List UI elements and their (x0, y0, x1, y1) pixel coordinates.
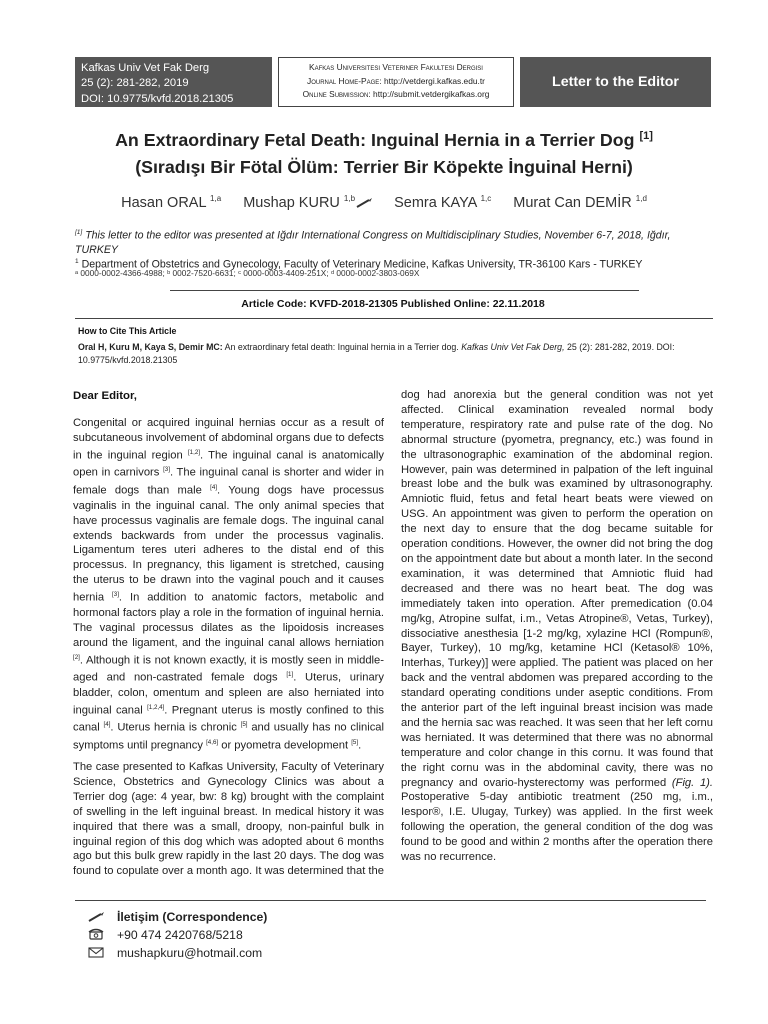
salutation: Dear Editor, (73, 390, 137, 402)
author-list (60, 194, 708, 211)
author: Mushap KURU $^{1,b}$ (243, 195, 372, 211)
divider (75, 900, 706, 901)
author: Murat Can DEMİR $^{1,d}$ (513, 194, 647, 211)
correspondence-email (88, 946, 262, 961)
home-page-line: Journal Home-Page: http://vetdergi.kafkas.edu.tr (307, 75, 485, 86)
section-label: Letter to the Editor (520, 57, 711, 107)
journal-citation-box (75, 57, 272, 107)
phone-icon (88, 928, 108, 943)
journal-line: 25 (2): 281-282, 2019 (81, 77, 189, 90)
journal-name: Kafkas Universitesi Veteriner Fakultesi Dergisi (309, 62, 483, 72)
pen-icon (88, 911, 108, 925)
orcid-list: ᵃ 0000-0002-4366-4988; ᵇ 0002-7520-6631; ᶜ 0000-0003-4409-251X; ᵈ 0000-0002-3803-069X (75, 268, 420, 278)
correspondence-label: İletişim (Correspondence) (88, 910, 267, 925)
journal-line: Kafkas Univ Vet Fak Derg (81, 62, 210, 74)
author: Hasan ORAL $^{1,a}$ (121, 194, 222, 211)
mail-icon (88, 947, 108, 961)
body-paragraph-2: The case presented to Kafkas University, Faculty of Veterinary Science, Obstetrics and Gynecology Clinics was about a Terrier dog (age: 4 year, bw: 8 kg) brought with the complaint of swelling in the left inguinal breast. In medical history it was inquired that there was a small, droopy, non-painful bulk in inguinal region of this dog which was adopted about 6 months ago but this bulk grew rapidly in the last 20 days. The dog was found to copulate over a month ago. It was determined that the (73, 761, 384, 878)
divider (75, 318, 713, 319)
figure-reference[interactable]: (Fig. 1). (671, 776, 713, 789)
correspondence-phone: +90 474 2420768/5218 (88, 928, 243, 943)
title-ref: [1] (639, 130, 653, 143)
email-link[interactable]: mushapkuru@hotmail.com (117, 946, 263, 960)
citation-text: Oral H, Kuru M, Kaya S, Demir MC: An extraordinary fetal death: Inguinal hernia in a Terrier dog. Kafkas Univ Vet Fak Derg, 25 (2): 281-282, 2019. DOI: 10.9775/kvfd.2018.21305 (78, 342, 675, 365)
journal-line: DOI: 10.9775/kvfd.2018.21305 (81, 92, 234, 105)
divider (170, 290, 639, 291)
journal-homepage-box (278, 57, 514, 107)
author: Semra KAYA $^{1,c}$ (394, 194, 492, 211)
affiliation-footnote: $^1$ Department of Obstetrics and Gynecology, Faculty of Veterinary Medicine, Kafkas University, TR-36100 Kars - TURKEY (75, 258, 643, 271)
body-paragraph-3: dog had anorexia but the general condition was not yet affected. Clinical examination revealed normal body temperature, respiratory rate and pulse rate of the dog. No abnormal structure (pyometra, pregnancy, etc.) was found in the ultrasonographic examination of the abdominal region. However, pain was determined in palpation of the left inguinal breast lobe and the bulk was examined by ultrasonography. Amniotic fluid, fetus and fetal heart beats were viewed on USG. An appointment was given to perform the operation on the next day to ensure that the dog became suitable for operation conditions. However, the owner did not bring the dog on the appointment date but about a month later. In the second examination, it was determined that Amniotic fluid had decreased and there was no heart beat. The dog was immediately taken into operation. After premedication (0.04 mg/kg, Atropine sulfat, i.m., Vetas Atropine®, Vetas, Turkey), dissociative anesthesia [1-2 mg/kg, xylazine HCl (Rompun®, Bayer, Turkey), 10 mg/kg, ketamine HCl (Ketasol® 10%, Interhas, Turkey)] were applied. The patient was placed on her back and the ventral abdomen was prepared according to the standard operating conditions under aseptic conditions. From the anterior part of the left inguinal breast incision was made and the hernia sac was reached. It was seen that her left cornu was herniated. It was determined that there was no abnormal temperature and color change in this cornu. It was found that the right cornu was in the abdominal cavity, there was no pregnancy and ovario-hysterectomy was performed (Fig. 1). Postoperative 5-day antibiotic treatment (250 mg, i.m., Iespor®, I.E. Ulugay, Turkey) was applied. In the first week following the operation, the general condition of the dog was found to be good and within 2 months after the operation there was no recurrence. (401, 389, 713, 864)
submission-link[interactable]: http://submit.vetdergikafkas.org (373, 89, 490, 100)
congress-footnote: [1] This letter to the editor was presented at Iğdır International Congress on Multidisciplinary Studies, November 6-7, 2018, Iğdır, TURKEY (75, 229, 671, 257)
home-page-link[interactable]: http://vetdergi.kafkas.edu.tr (383, 75, 485, 86)
body-paragraph-1: Congenital or acquired inguinal hernias occur as a result of subcutaneous involvement of abdominal organs due to defects in the inguinal region [1,2]. The inguinal canal is anatomically open in carnivors [3]. The inguinal canal is shorter and wider in female dogs than male [4]. Young dogs have processus vaginalis in the inguinal canal. The only animal species that have processus vaginalis are female dogs. The inguinal canal extends backwards from under the processus vaginalis. Ligamentum teres uteri adheres to the distal end of this processus. In pregnancy, this ligament is stretched, causing the uterus to be drawn into the vaginal pouch and it causes hernia [3]. In addition to anatomic factors, metabolic and hormonal factors play a role in the formation of inguinal hernia. The vaginal processus dilates as the lipoidosis increases around the ligament, and the inguinal canal allows herniation [2]. Although it is not known exactly, it is mostly seen in middle-aged and non-castrated female dogs [1]. Uterus, urinary bladder, colon, omentum and spleen are also herniated into inguinal canal [1,2,4]. Pregnant uterus is mostly confined to this canal [4]. Uterus hernia is chronic [5] and usually has no clinical symptoms until pregnancy [4,6] or pyometra development [5]. (73, 417, 385, 752)
pen-icon (356, 198, 372, 208)
title-turkish: (Sıradışı Bir Fötal Ölüm: Terrier Bir Köpekte İnguinal Herni) (135, 157, 633, 177)
submission-line: Online Submission: http://submit.vetdergikafkas.org (302, 89, 490, 100)
article-info: Article Code: KVFD-2018-21305 Published Online: 22.11.2018 (241, 298, 545, 310)
cite-heading: How to Cite This Article (78, 326, 177, 336)
title-english: An Extraordinary Fetal Death: Inguinal Hernia in a Terrier Dog [1] (115, 130, 653, 150)
